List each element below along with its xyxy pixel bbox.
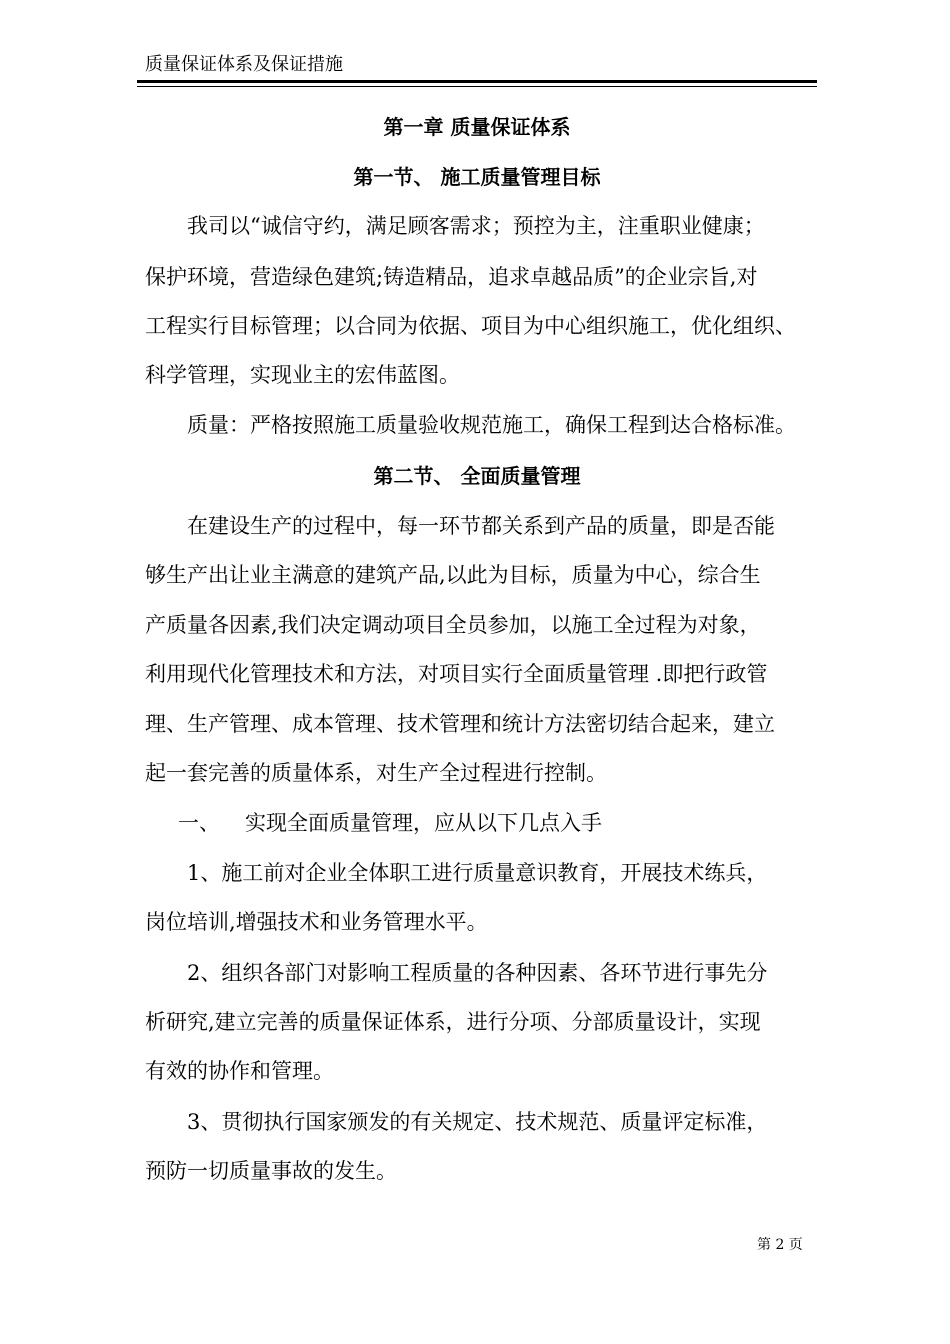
header-rule-thin xyxy=(137,86,817,87)
header-rule-thick xyxy=(137,80,817,83)
section-1-line-2: 保护环境，营造绿色建筑;铸造精品，追求卓越品质”的企业宗旨,对 xyxy=(145,265,758,289)
section-2-line-2: 够生产出让业主满意的建筑产品,以此为目标，质量为中心，综合生 xyxy=(145,563,761,587)
quality-target-line: 质量：严格按照施工质量验收规范施工，确保工程到达合格标准。 xyxy=(187,413,796,437)
running-header-title: 质量保证体系及保证措施 xyxy=(145,54,343,75)
section-2-line-3: 产质量各因素,我们决定调动项目全员参加，以施工全过程为对象， xyxy=(145,613,761,637)
item-3-line-2: 预防一切质量事故的发生。 xyxy=(145,1159,397,1183)
section-2-title: 第二节、 全面质量管理 xyxy=(373,464,581,488)
page-number: 第 2 页 xyxy=(757,1237,803,1253)
item-1-line-1: 1、施工前对企业全体职工进行质量意识教育，开展技术练兵， xyxy=(187,861,768,885)
section-1-line-3: 工程实行目标管理；以合同为依据、项目为中心组织施工，优化组织、 xyxy=(145,314,796,338)
section-2-line-5: 理、生产管理、成本管理、技术管理和统计方法密切结合起来，建立 xyxy=(145,712,775,736)
item-2-line-3: 有效的协作和管理。 xyxy=(145,1059,334,1083)
section-2-line-6: 起一套完善的质量体系，对生产全过程进行控制。 xyxy=(145,761,607,785)
subsection-1-title: 实现全面质量管理，应从以下几点入手 xyxy=(245,811,602,835)
subsection-1-number: 一、 xyxy=(178,811,220,835)
section-2-line-4: 利用现代化管理技术和方法，对项目实行全面质量管理 .即把行政管 xyxy=(145,662,768,686)
section-1-line-4: 科学管理，实现业主的宏伟蓝图。 xyxy=(145,363,460,387)
item-3-line-1: 3、贯彻执行国家颁发的有关规定、技术规范、质量评定标准， xyxy=(187,1110,768,1134)
section-2-line-1: 在建设生产的过程中，每一环节都关系到产品的质量，即是否能 xyxy=(187,514,775,538)
item-2-line-1: 2、组织各部门对影响工程质量的各种因素、各环节进行事先分 xyxy=(187,961,768,985)
chapter-title: 第一章 质量保证体系 xyxy=(383,115,571,139)
section-1-line-1: 我司以“诚信守约，满足顾客需求；预控为主，注重职业健康； xyxy=(187,214,765,238)
section-1-title: 第一节、 施工质量管理目标 xyxy=(353,165,601,189)
item-1-line-2: 岗位培训,增强技术和业务管理水平。 xyxy=(145,910,488,934)
item-2-line-2: 析研究,建立完善的质量保证体系，进行分项、分部质量设计，实现 xyxy=(145,1010,761,1034)
